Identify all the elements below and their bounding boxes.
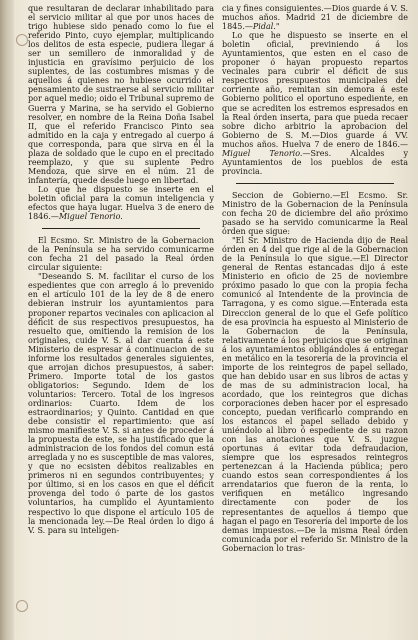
paragraph	[222, 4, 408, 31]
paragraph-text: cia y fines consiguientes.—Dios guarde á V. S. muchos años. Madrid 21 de diciembre de 1845.—	[222, 4, 408, 32]
left-column	[28, 4, 214, 636]
library-stamp-mark	[16, 34, 28, 46]
paragraph-text: —Sres. Alcaldes y Ayuntamientos de los pueblos de esta provincia.	[222, 148, 408, 176]
section-divider	[42, 228, 200, 229]
signature: Miguel Tenorio.	[222, 148, 303, 158]
signature: Miguel Tenorio.	[58, 212, 123, 222]
paragraph: que resultaran de declarar inhabilitado para el servicio militar al que por unos haces de trigo hubiese sido penado como lo fue el referido Pinto, cuyo ejemplar, multiplicando los delitos de esta especie, pudiera llegar á ser un semillero de inmoralidad y de injusticia en gravísimo perjuicio de los suplentes, de las costumbres mismas y de aquellos á quienes no hubiese ocurrido el pensamiento de sustraerse al servicio militar por aquel medio; oido el Tribunal supremo de Guerra y Marina, se ha servido el Gobierno resolver, en nombre de la Reina Doña Isabel II, que el referido Francisco Pinto sea admitido en la caja y entregado al cuerpo á que corresponda, para que sirva en él la plaza de soldado que le cupo en el precitado reemplazo, y que su suplente Pedro Mendoza, que sirve en el núm. 21 de infantería, quede desde luego en libertad.	[28, 4, 214, 185]
right-column	[222, 4, 408, 636]
library-stamp-mark	[16, 600, 28, 612]
paragraph	[28, 185, 214, 221]
paragraph	[222, 31, 408, 176]
paragraph-text: Lo que he dispuesto se inserte en el boletin oficial para la comun inteligencia y efectos que haya lugar. Huelva 3 de enero de 1846.—	[28, 184, 214, 222]
paragraph: "El Sr. Ministro de Hacienda dijo de Real órden en 4 del que rige al de la Gobernacion de la Península lo que sigue.—El Director general de Rentas estancadas dijo á este Ministerio en oficio de 25 de noviembre próximo pasado lo que con la propia fecha comunicó al Intendente de la provincia de Tarragona, y es como sigue.—Enterada esta Direccion general de lo que el Gefe político de esa provincia ha espuesto al Ministerio de la Gobernacion de la Península, relativamente á los perjuicios que se originan á los ayuntamientos obligándoles á entregar en metálico en la tesorería de la provincia el importe de los reintegros de papel sellado, que han debido usar en sus libros de actas y de mas de su administracion local, ha acordado, que los reintegros que dichas corporaciones deben hacer por el espresado concepto, puedan verificarlo comprando en los estancos el papel sellado debido y uniéndolo al libro ó espediente de su razon con las anotaciones que V. S. juzgue oportunas á evitar toda defraudacion, siempre que los espresados reintegros pertenezcan á la Hacienda pública; pero cuando estos sean correspondientes á los arrendatarios que fueron de la renta, lo verifiquen en metálico ingresando directamente con poder de los representantes de aquellos á tiempo que hagan el pago en Tesorería del importe de los demas impuestos.—De la misma Real órden comunicada por el referido Sr. Ministro de la Gobernacion lo tras-	[222, 236, 408, 553]
section-divider	[236, 183, 394, 184]
paragraph: Seccion de Gobierno.—El Ecsmo. Sr. Ministro de la Gobernacion de la Península con fecha 20 de diciembre del año próximo pasado se ha servido comunicarme la Real órden que sigue:	[222, 190, 408, 237]
signature: Pidal."	[252, 22, 280, 32]
page-binding-edge	[0, 0, 14, 640]
paragraph: "Deseando S. M. facilitar el curso de los espedientes que con arreglo á lo prevenido en el artículo 101 de la ley de 8 de enero debieran instruir los ayuntamientos para proponer repartos vecinales con aplicacion al déficit de sus respectivos presupuestos, ha resuelto que, omitiendo la remision de los originales, cuide V. S. al dar cuenta á este Ministerio de espresar á continuacion de su informe los resultados generales siguientes, que arrojan dichos presupuestos, á saber: Primero. Importe total de los gastos obligatorios: Segundo. Idem de los voluntarios: Tercero. Total de los ingresos ordinarios: Cuarto. Idem de los estraordinarios; y Quinto. Cantidad en que debe consistir el repartimiento: que así mismo manifieste V. S. si antes de proceder á la propuesta de este, se ha justificado que la administracion de los fondos del comun está arreglada y no es susceptible de mas valores, y que no ecsisten débitos realizables en primeros ni en segundos contribuyentes; y por último, si en los casos en que el déficit provenga del todo ó parte de los gastos voluntarios, ha cumplido el Ayuntamiento respectivo lo que dispone el artículo 105 de la mencionada ley.—De Real órden lo digo á V. S. para su inteligen-	[28, 272, 214, 535]
paragraph-text: Lo que he dispuesto se inserte en el boletin oficial, previniendo á los Ayuntamientos, que esten en el caso de proponer ó hayan propuesto repartos vecinales para cubrir el déficit de sus respectivos presupuestos municipales del corriente año, remitan sin demora á este Gobierno politico el oportuno espediente, en que se acrediten los estremos espresados en la Real órden inserta, para que pueda recaer sobre dicho arbitrio la aprobacion del Gobierno de S. M.—Dios guarde á VV. muchos años. Huelva 7 de enero de 1846.—	[222, 31, 408, 149]
paragraph: El Ecsmo. Sr. Ministro de la Gobernacion de la Península se ha servido comunicarme con fecha 21 del pasado la Real órden circular siguiente:	[28, 236, 214, 273]
